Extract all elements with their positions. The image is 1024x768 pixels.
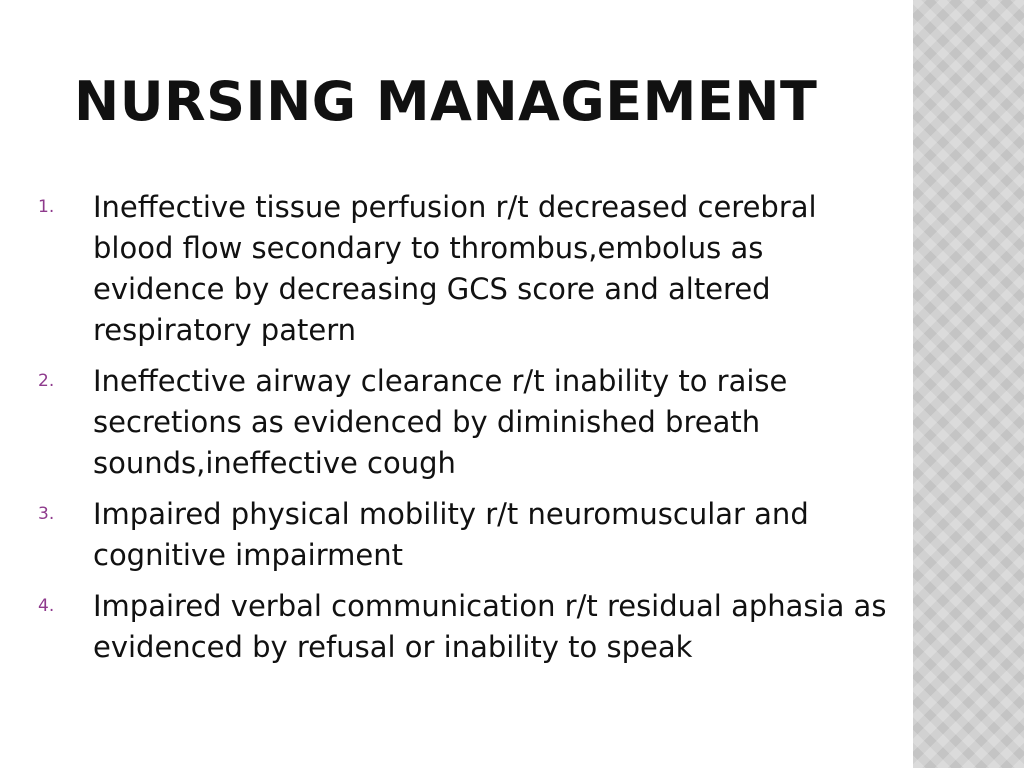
list-item bbox=[38, 586, 898, 668]
list-item-text: Ineffective tissue perfusion r/t decreased cerebral blood flow secondary to thrombus,embolus as evidence by decreasing GCS score and altered respiratory patern bbox=[93, 190, 817, 347]
list-item-text: Ineffective airway clearance r/t inability to raise secretions as evidenced by diminished breath sounds,ineffective cough bbox=[93, 364, 788, 480]
slide-title: NURSING MANAGEMENT bbox=[74, 70, 818, 133]
list-item bbox=[38, 361, 898, 484]
bullet-list bbox=[38, 187, 898, 678]
list-item-number: 3. bbox=[38, 504, 55, 524]
list-item-number: 4. bbox=[38, 596, 55, 616]
list-item bbox=[38, 187, 898, 351]
list-item-text: Impaired verbal communication r/t residual aphasia as evidenced by refusal or inability to speak bbox=[93, 589, 887, 664]
list-item-number: 1. bbox=[38, 197, 55, 217]
decorative-side-panel bbox=[913, 0, 1024, 768]
list-item bbox=[38, 494, 898, 576]
list-item-text: Impaired physical mobility r/t neuromuscular and cognitive impairment bbox=[93, 497, 809, 572]
list-item-number: 2. bbox=[38, 371, 55, 391]
